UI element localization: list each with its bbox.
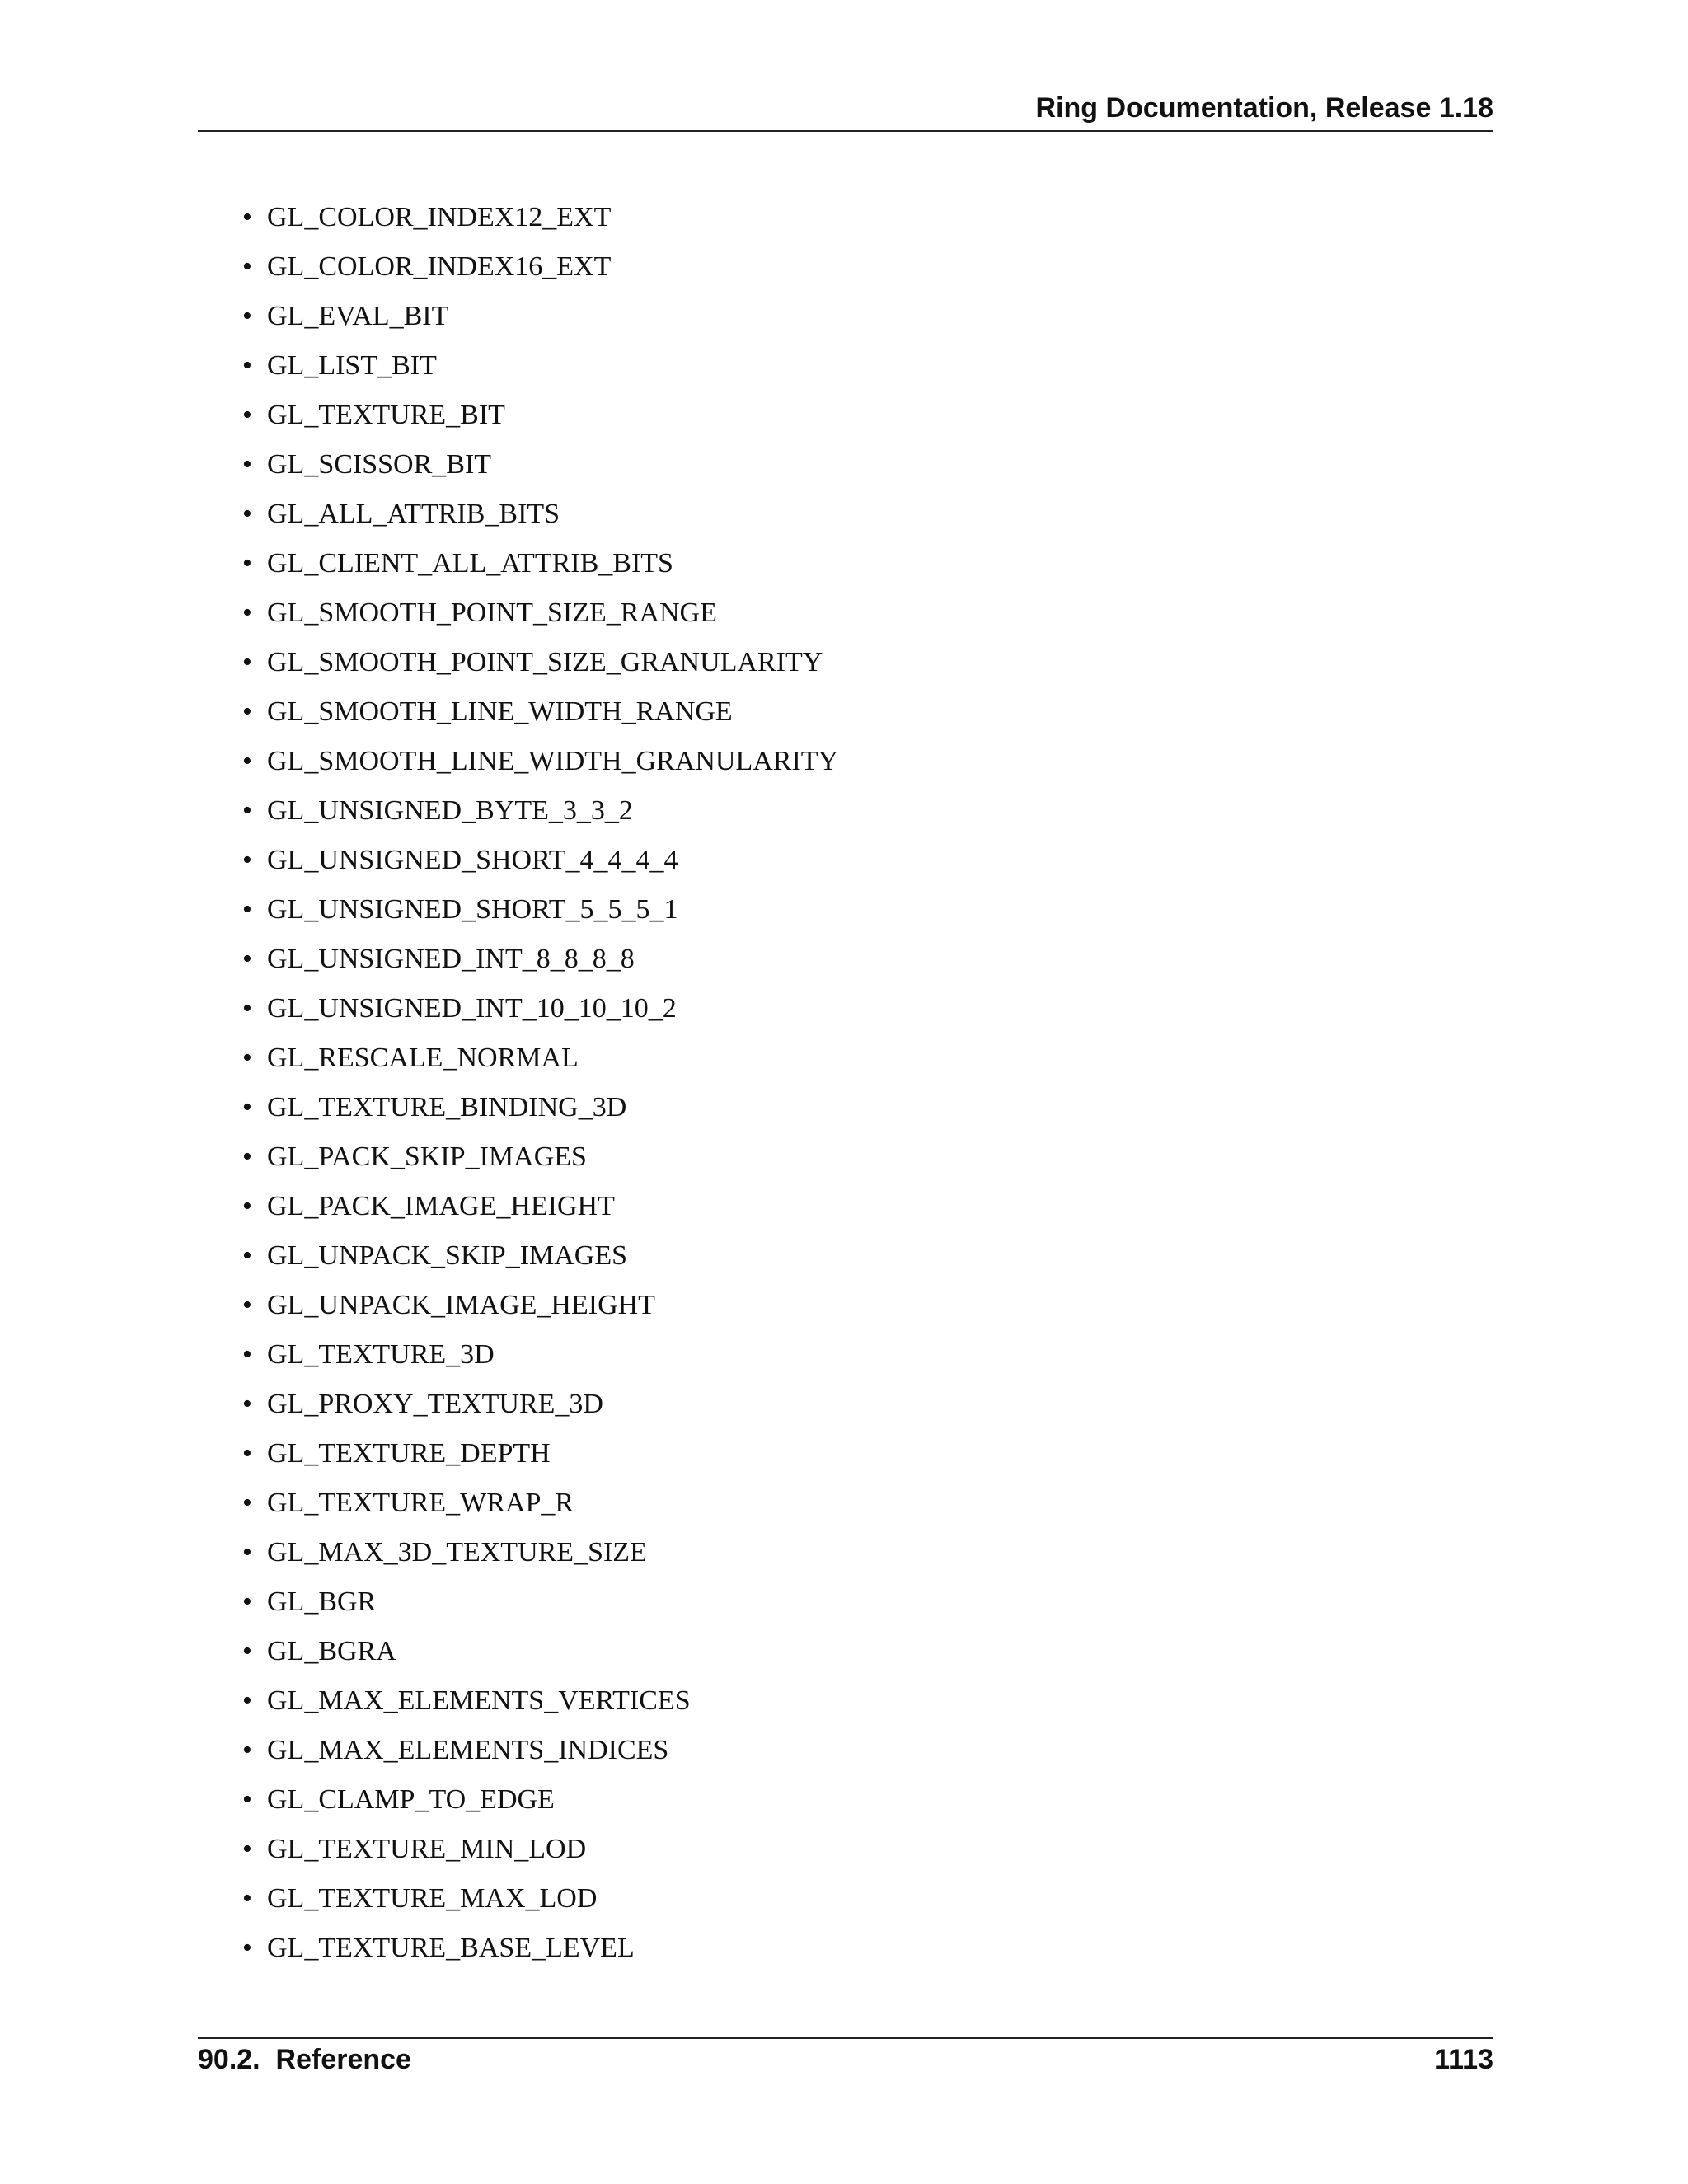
footer-section-title: 90.2. Reference — [198, 2044, 411, 2075]
bullet-icon: • — [242, 301, 252, 331]
list-item-text: GL_ALL_ATTRIB_BITS — [267, 499, 560, 529]
list-item-text: GL_TEXTURE_BINDING_3D — [267, 1092, 627, 1122]
list-item-text: GL_CLIENT_ALL_ATTRIB_BITS — [267, 548, 673, 579]
list-item-text: GL_TEXTURE_WRAP_R — [267, 1488, 574, 1518]
list-item-text: GL_TEXTURE_MAX_LOD — [267, 1883, 598, 1914]
bullet-icon: • — [242, 1784, 252, 1815]
bullet-icon: • — [242, 251, 252, 282]
list-item-text: GL_MAX_3D_TEXTURE_SIZE — [267, 1537, 647, 1568]
bullet-icon: • — [242, 993, 252, 1024]
list-item-text: GL_TEXTURE_MIN_LOD — [267, 1834, 587, 1864]
list-item-text: GL_CLAMP_TO_EDGE — [267, 1784, 555, 1815]
bullet-icon: • — [242, 845, 252, 875]
bullet-icon: • — [242, 1290, 252, 1320]
list-item-text: GL_PACK_IMAGE_HEIGHT — [267, 1191, 615, 1221]
list-item-text: GL_UNSIGNED_SHORT_5_5_5_1 — [267, 894, 678, 925]
bullet-icon: • — [242, 499, 252, 529]
bullet-icon: • — [242, 746, 252, 776]
list-item-text: GL_UNSIGNED_BYTE_3_3_2 — [267, 795, 633, 826]
list-item-text: GL_SCISSOR_BIT — [267, 449, 492, 480]
bullet-icon: • — [242, 1537, 252, 1568]
bullet-icon: • — [242, 202, 252, 232]
bullet-icon: • — [242, 1488, 252, 1518]
list-item-text: GL_PACK_SKIP_IMAGES — [267, 1141, 587, 1172]
bullet-icon: • — [242, 894, 252, 925]
bullet-icon: • — [242, 1735, 252, 1765]
list-item-text: GL_MAX_ELEMENTS_INDICES — [267, 1735, 669, 1765]
bullet-icon: • — [242, 350, 252, 381]
list-item-text: GL_TEXTURE_DEPTH — [267, 1438, 551, 1469]
bullet-icon: • — [242, 1636, 252, 1666]
list-item-text: GL_SMOOTH_LINE_WIDTH_GRANULARITY — [267, 746, 839, 776]
bullet-icon: • — [242, 400, 252, 430]
bullet-icon: • — [242, 548, 252, 579]
list-item-text: GL_UNSIGNED_SHORT_4_4_4_4 — [267, 845, 678, 875]
bullet-icon: • — [242, 1191, 252, 1221]
list-item-text: GL_PROXY_TEXTURE_3D — [267, 1389, 603, 1419]
footer-divider — [198, 2037, 1493, 2039]
running-header-title: Ring Documentation, Release 1.18 — [1035, 92, 1493, 124]
list-item-text: GL_TEXTURE_3D — [267, 1339, 495, 1370]
page-number: 1113 — [1434, 2044, 1493, 2075]
list-item-text: GL_UNSIGNED_INT_8_8_8_8 — [267, 944, 635, 974]
bullet-icon: • — [242, 1883, 252, 1914]
list-item-text: GL_RESCALE_NORMAL — [267, 1043, 579, 1073]
list-item-text: GL_SMOOTH_LINE_WIDTH_RANGE — [267, 696, 733, 727]
list-item-text: GL_COLOR_INDEX12_EXT — [267, 202, 612, 232]
bullet-icon: • — [242, 598, 252, 628]
list-item-text: GL_UNPACK_SKIP_IMAGES — [267, 1240, 628, 1271]
bullet-icon: • — [242, 1141, 252, 1172]
header-divider — [198, 130, 1493, 132]
bullet-icon: • — [242, 1043, 252, 1073]
bullet-icon: • — [242, 1389, 252, 1419]
bullet-icon: • — [242, 1586, 252, 1617]
bullet-icon: • — [242, 1685, 252, 1716]
list-item-text: GL_EVAL_BIT — [267, 301, 449, 331]
list-item-text: GL_SMOOTH_POINT_SIZE_GRANULARITY — [267, 647, 823, 677]
bullet-icon: • — [242, 647, 252, 677]
bullet-icon: • — [242, 1933, 252, 1963]
bullet-icon: • — [242, 696, 252, 727]
list-item-text: GL_LIST_BIT — [267, 350, 437, 381]
list-item-text: GL_SMOOTH_POINT_SIZE_RANGE — [267, 598, 717, 628]
bullet-icon: • — [242, 1092, 252, 1122]
bullet-icon: • — [242, 944, 252, 974]
bullet-icon: • — [242, 1438, 252, 1469]
list-item-text: GL_UNPACK_IMAGE_HEIGHT — [267, 1290, 655, 1320]
list-item-text: GL_TEXTURE_BASE_LEVEL — [267, 1933, 635, 1963]
list-item-text: GL_BGR — [267, 1586, 377, 1617]
list-item-text: GL_BGRA — [267, 1636, 396, 1666]
list-item-text: GL_MAX_ELEMENTS_VERTICES — [267, 1685, 691, 1716]
bullet-icon: • — [242, 795, 252, 826]
list-item-text: GL_UNSIGNED_INT_10_10_10_2 — [267, 993, 677, 1024]
list-item-text: GL_COLOR_INDEX16_EXT — [267, 251, 612, 282]
bullet-icon: • — [242, 1834, 252, 1864]
list-item-text: GL_TEXTURE_BIT — [267, 400, 505, 430]
bullet-icon: • — [242, 1240, 252, 1271]
bullet-icon: • — [242, 449, 252, 480]
bullet-icon: • — [242, 1339, 252, 1370]
